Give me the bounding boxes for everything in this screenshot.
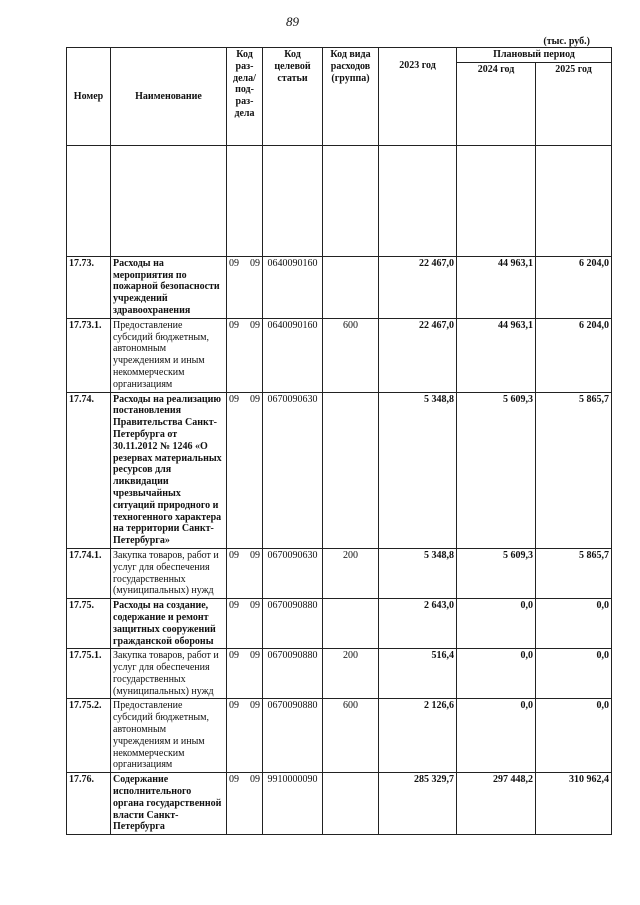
row-subsection: 09 — [250, 393, 260, 405]
row-target-code: 0670090880 — [263, 599, 323, 649]
row-amount-2025: 0,0 — [536, 649, 612, 699]
table-row — [67, 548, 612, 598]
table-row — [67, 392, 612, 548]
row-amount-2025: 0,0 — [536, 599, 612, 649]
row-amount-2023: 2 643,0 — [379, 599, 457, 649]
table-row — [67, 256, 612, 318]
row-section-code — [227, 649, 263, 699]
row-amount-2024: 5 609,3 — [457, 548, 536, 598]
row-expense-type: 200 — [323, 548, 379, 598]
row-amount-2025: 5 865,7 — [536, 548, 612, 598]
row-name: Расходы на мероприятия по пожарной безопасности учреждений здравоохранения — [111, 256, 227, 318]
row-amount-2023: 2 126,6 — [379, 699, 457, 773]
row-name: Содержание исполнительного органа государственной власти Санкт-Петербурга — [111, 773, 227, 835]
row-section-code — [227, 773, 263, 835]
row-amount-2024: 297 448,2 — [457, 773, 536, 835]
row-amount-2023: 5 348,8 — [379, 548, 457, 598]
row-subsection: 09 — [250, 774, 260, 786]
row-expense-type: 600 — [323, 699, 379, 773]
row-number: 17.74.1. — [67, 548, 111, 598]
row-amount-2024: 0,0 — [457, 599, 536, 649]
row-expense-type — [323, 256, 379, 318]
row-subsection: 09 — [250, 319, 260, 331]
row-name: Закупка товаров, работ и услуг для обеспечения государственных (муниципальных) нужд — [111, 649, 227, 699]
row-section: 09 — [229, 650, 239, 662]
budget-table — [66, 47, 612, 835]
header-target-code: Код целевой статьи — [263, 48, 323, 146]
row-section-code — [227, 599, 263, 649]
table-row — [67, 318, 612, 392]
row-subsection: 09 — [250, 650, 260, 662]
header-year-2023: 2023 год — [379, 48, 457, 146]
row-amount-2025: 6 204,0 — [536, 318, 612, 392]
row-subsection: 09 — [250, 549, 260, 561]
table-row — [67, 649, 612, 699]
row-section: 09 — [229, 393, 239, 405]
row-number: 17.73.1. — [67, 318, 111, 392]
page-number: 89 — [286, 14, 299, 29]
row-amount-2023: 516,4 — [379, 649, 457, 699]
row-amount-2025: 0,0 — [536, 699, 612, 773]
row-amount-2025: 5 865,7 — [536, 392, 612, 548]
row-number: 17.73. — [67, 256, 111, 318]
row-name: Предоставление субсидий бюджетным, автономным учреждениям и иным некоммерческим организациям — [111, 699, 227, 773]
row-amount-2024: 0,0 — [457, 649, 536, 699]
header-section-code: Код раз-дела/ под-раз-дела — [227, 48, 263, 146]
row-expense-type — [323, 599, 379, 649]
row-amount-2023: 285 329,7 — [379, 773, 457, 835]
row-section: 09 — [229, 257, 239, 269]
row-amount-2023: 22 467,0 — [379, 318, 457, 392]
row-section: 09 — [229, 774, 239, 786]
row-target-code: 0670090880 — [263, 699, 323, 773]
row-amount-2024: 44 963,1 — [457, 318, 536, 392]
row-amount-2023: 22 467,0 — [379, 256, 457, 318]
row-section-code — [227, 256, 263, 318]
row-subsection: 09 — [250, 700, 260, 712]
header-name: Наименование — [111, 48, 227, 146]
row-number: 17.76. — [67, 773, 111, 835]
header-year-2024: 2024 год — [457, 62, 536, 145]
row-section: 09 — [229, 549, 239, 561]
row-number: 17.74. — [67, 392, 111, 548]
row-section-code — [227, 699, 263, 773]
row-subsection: 09 — [250, 257, 260, 269]
row-section-code — [227, 318, 263, 392]
row-section: 09 — [229, 600, 239, 612]
row-number: 17.75. — [67, 599, 111, 649]
row-number: 17.75.1. — [67, 649, 111, 699]
row-name: Расходы на создание, содержание и ремонт защитных сооружений гражданской обороны — [111, 599, 227, 649]
table-row — [67, 599, 612, 649]
row-target-code: 0670090880 — [263, 649, 323, 699]
row-section-code — [227, 548, 263, 598]
table-row — [67, 773, 612, 835]
row-target-code: 0670090630 — [263, 392, 323, 548]
row-section: 09 — [229, 319, 239, 331]
row-amount-2025: 6 204,0 — [536, 256, 612, 318]
header-planned-period: Плановый период — [457, 48, 612, 63]
row-number: 17.75.2. — [67, 699, 111, 773]
row-section-code — [227, 392, 263, 548]
header-expense-type-code: Код вида расходов (группа) — [323, 48, 379, 146]
row-expense-type — [323, 773, 379, 835]
row-name: Предоставление субсидий бюджетным, автономным учреждениям и иным некоммерческим организациям — [111, 318, 227, 392]
blank-row — [67, 145, 612, 256]
header-number: Номер — [67, 48, 111, 146]
row-section: 09 — [229, 700, 239, 712]
row-amount-2024: 0,0 — [457, 699, 536, 773]
row-subsection: 09 — [250, 600, 260, 612]
row-target-code: 0640090160 — [263, 318, 323, 392]
row-amount-2025: 310 962,4 — [536, 773, 612, 835]
row-target-code: 0640090160 — [263, 256, 323, 318]
row-amount-2024: 44 963,1 — [457, 256, 536, 318]
row-target-code: 0670090630 — [263, 548, 323, 598]
row-name: Расходы на реализацию постановления Правительства Санкт-Петербурга от 30.11.2012 № 1246 «О резервах материальных ресурсов для ликвидации чрезвычайных ситуаций природного и техногенного характера на территории Санкт-Петербурга» — [111, 392, 227, 548]
row-amount-2023: 5 348,8 — [379, 392, 457, 548]
header-year-2025: 2025 год — [536, 62, 612, 145]
row-expense-type: 600 — [323, 318, 379, 392]
units-label: (тыс. руб.) — [543, 36, 590, 47]
row-name: Закупка товаров, работ и услуг для обеспечения государственных (муниципальных) нужд — [111, 548, 227, 598]
row-expense-type: 200 — [323, 649, 379, 699]
row-target-code: 9910000090 — [263, 773, 323, 835]
row-amount-2024: 5 609,3 — [457, 392, 536, 548]
row-expense-type — [323, 392, 379, 548]
table-row — [67, 699, 612, 773]
